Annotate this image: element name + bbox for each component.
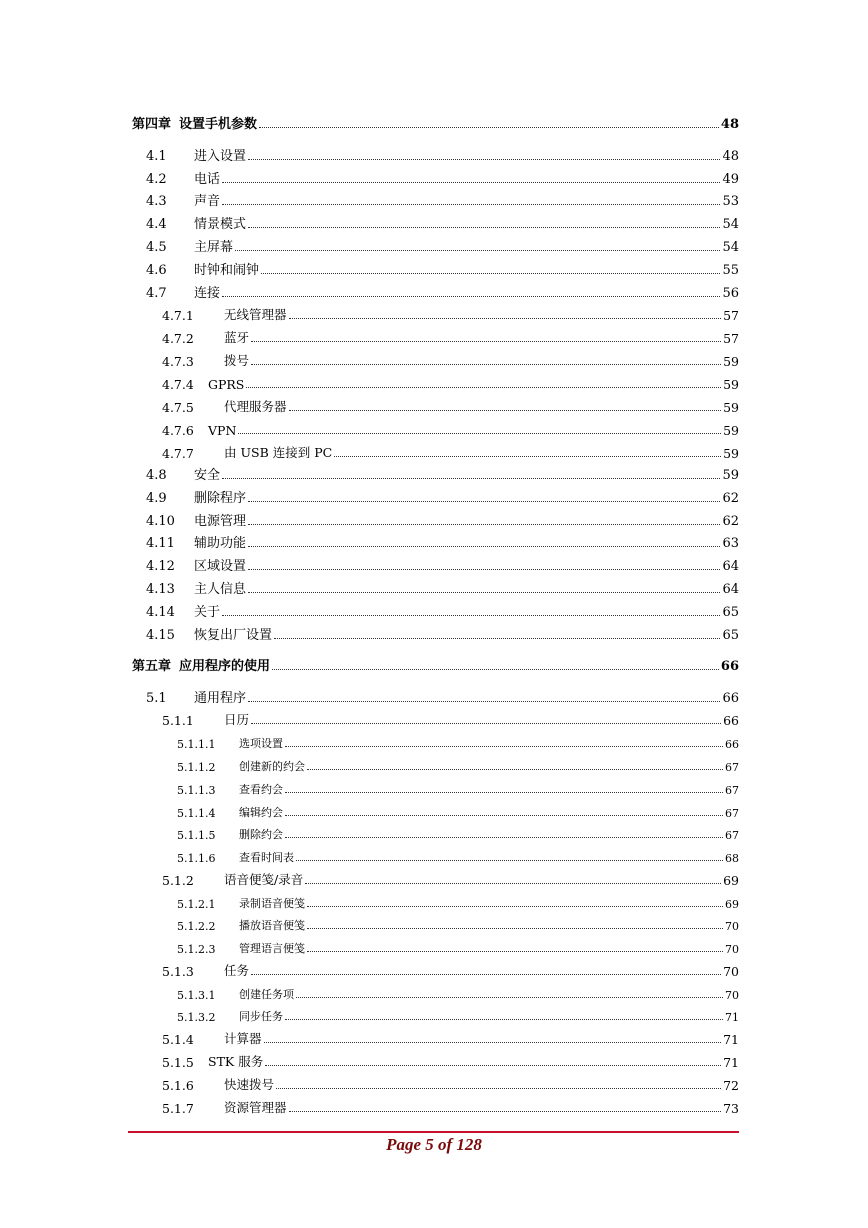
toc-entry-title: 创建任务项: [239, 988, 294, 1001]
toc-entry-title: 任务: [224, 963, 250, 978]
toc-entry-page: 66: [720, 659, 739, 674]
toc-entry[interactable]: [132, 189, 739, 209]
toc-entry-title: VPN: [208, 423, 237, 438]
toc-entry-number: 第五章: [132, 659, 172, 674]
toc-entry-title: 快速拨号: [224, 1077, 275, 1092]
dot-leader: [222, 615, 720, 616]
toc-entry[interactable]: [132, 303, 739, 323]
toc-entry-number: 4.7.1: [162, 308, 194, 323]
dot-leader: [296, 860, 723, 861]
toc-entry-number: 5.1.1.6: [177, 852, 216, 865]
toc-entry-page: 70: [725, 989, 739, 1002]
dot-leader: [248, 701, 720, 702]
toc-entry-page: 69: [725, 898, 739, 911]
dot-leader: [285, 792, 723, 793]
toc-entry[interactable]: [132, 731, 739, 751]
toc-entry-title: 辅助功能: [194, 536, 247, 551]
toc-entry-number: 5.1.1.3: [177, 784, 216, 797]
toc-entry-title: 选项设置: [239, 737, 283, 750]
toc-entry-title: 恢复出厂设置: [194, 628, 273, 643]
toc-entry-page: 72: [723, 1078, 739, 1093]
toc-entry-number: 5.1.1.5: [177, 829, 216, 842]
dot-leader: [274, 638, 720, 639]
toc-entry-page: 62: [722, 514, 739, 529]
toc-entry-title: 语音便笺/录音: [224, 872, 304, 887]
dot-leader: [264, 1042, 722, 1043]
dot-leader: [248, 227, 720, 228]
toc-entry-page: 48: [722, 149, 739, 164]
toc-entry-page: 59: [723, 400, 739, 415]
dot-leader: [248, 524, 720, 525]
toc-entry-number: 5.1.1.2: [177, 761, 216, 774]
toc-entry-number: 5.1.3: [162, 964, 194, 979]
toc-entry[interactable]: [132, 600, 739, 620]
toc-entry-page: 70: [725, 943, 739, 956]
dot-leader: [248, 569, 720, 570]
dot-leader: [251, 974, 721, 975]
toc-entry-number: 5.1.1.4: [177, 807, 216, 820]
toc-entry-number: 5.1.7: [162, 1101, 194, 1116]
toc-entry-page: 66: [722, 691, 739, 706]
dot-leader: [248, 501, 720, 502]
toc-entry-number: 5.1.3.2: [177, 1011, 216, 1024]
toc-entry-title: 日历: [224, 712, 250, 727]
toc-entry[interactable]: [132, 936, 739, 956]
toc-entry[interactable]: [132, 463, 739, 483]
dot-leader: [251, 364, 721, 365]
toc-entry-number: 4.9: [146, 491, 167, 506]
dot-leader: [272, 669, 719, 670]
toc-entry-page: 62: [722, 491, 739, 506]
toc-entry-title: 蓝牙: [224, 330, 250, 345]
toc-entry-number: 4.10: [146, 514, 175, 529]
toc-entry-number: 4.7.4: [162, 377, 194, 392]
toc-entry-title: 查看约会: [239, 783, 283, 796]
toc-entry-page: 64: [722, 559, 739, 574]
toc-entry[interactable]: [132, 777, 739, 797]
toc-entry-title: 删除程序: [194, 491, 247, 506]
dot-leader: [307, 928, 723, 929]
toc-entry-number: 5.1.1.1: [177, 738, 216, 751]
footer-divider: [128, 1131, 739, 1133]
toc-entry-title: 主屏幕: [194, 240, 234, 255]
toc-entry-number: 4.11: [146, 536, 175, 551]
toc-entry[interactable]: [132, 708, 739, 728]
toc-entry-page: 48: [720, 117, 739, 132]
dot-leader: [305, 883, 721, 884]
toc-entry[interactable]: [132, 554, 739, 574]
toc-entry-title: 情景模式: [194, 217, 247, 232]
toc-entry[interactable]: [132, 982, 739, 1002]
toc-entry-number: 第四章: [132, 117, 172, 132]
toc-entry-title: 创建新的约会: [239, 760, 305, 773]
toc-entry-page: 71: [723, 1032, 739, 1047]
toc-entry-page: 71: [723, 1055, 739, 1070]
dot-leader: [248, 546, 720, 547]
toc-entry-number: 4.14: [146, 605, 175, 620]
toc-entry-title: 安全: [194, 468, 221, 483]
toc-entry[interactable]: [132, 913, 739, 933]
toc-entry-number: 5.1.5: [162, 1055, 194, 1070]
toc-entry-number: 4.1: [146, 149, 167, 164]
dot-leader: [222, 478, 720, 479]
toc-entry-page: 53: [722, 194, 739, 209]
toc-entry[interactable]: [132, 1004, 739, 1024]
toc-entry-page: 56: [722, 286, 739, 301]
toc-entry-number: 4.7.7: [162, 446, 194, 461]
toc-entry[interactable]: [132, 281, 739, 301]
toc-entry[interactable]: [132, 845, 739, 865]
toc-entry-page: 67: [725, 829, 739, 842]
toc-entry-page: 71: [725, 1011, 739, 1024]
dot-leader: [276, 1088, 721, 1089]
toc-entry-page: 55: [722, 263, 739, 278]
toc-entry-number: 4.5: [146, 240, 167, 255]
toc-entry-number: 5.1.2: [162, 873, 194, 888]
toc-entry-title: STK 服务: [208, 1054, 264, 1069]
toc-entry[interactable]: [132, 486, 739, 506]
toc-entry-page: 59: [723, 354, 739, 369]
toc-entry[interactable]: [132, 395, 739, 415]
dot-leader: [238, 433, 721, 434]
dot-leader: [285, 837, 723, 838]
toc-entry[interactable]: [132, 623, 739, 643]
toc-entry[interactable]: [132, 372, 739, 392]
toc-entry-page: 59: [723, 446, 739, 461]
toc-entry-title: 编辑约会: [239, 806, 283, 819]
toc-chapter-entry[interactable]: [132, 112, 739, 132]
toc-entry-title: 由 USB 连接到 PC: [224, 445, 333, 460]
toc-entry-number: 4.7.5: [162, 400, 194, 415]
toc-entry-number: 5.1.2.1: [177, 898, 216, 911]
toc-entry-number: 5.1: [146, 691, 167, 706]
toc-entry-title: 主人信息: [194, 582, 247, 597]
toc-entry-title: 拨号: [224, 353, 250, 368]
toc-entry[interactable]: [132, 868, 739, 888]
toc-entry-page: 59: [722, 468, 739, 483]
toc-entry-page: 57: [723, 331, 739, 346]
toc-entry[interactable]: [132, 349, 739, 369]
toc-entry[interactable]: [132, 800, 739, 820]
toc-entry-page: 49: [722, 172, 739, 187]
toc-entry-number: 4.7: [146, 286, 167, 301]
dot-leader: [248, 592, 720, 593]
toc-entry-number: 5.1.1: [162, 713, 194, 728]
dot-leader: [251, 341, 721, 342]
toc-entry-number: 4.13: [146, 582, 175, 597]
dot-leader: [259, 127, 719, 128]
toc-entry-title: 资源管理器: [224, 1100, 287, 1115]
toc-entry[interactable]: [132, 1027, 739, 1047]
toc-entry-title: 电话: [194, 172, 221, 187]
toc-entry-number: 4.7.3: [162, 354, 194, 369]
dot-leader: [307, 951, 723, 952]
toc-entry[interactable]: [132, 167, 739, 187]
toc-entry[interactable]: [132, 212, 739, 232]
toc-entry-number: 4.6: [146, 263, 167, 278]
toc-entry-number: 4.3: [146, 194, 167, 209]
toc-entry-title: 区域设置: [194, 559, 247, 574]
toc-entry-page: 65: [722, 628, 739, 643]
dot-leader: [307, 906, 723, 907]
toc-entry-number: 5.1.3.1: [177, 989, 216, 1002]
dot-leader: [265, 1065, 721, 1066]
toc-entry-page: 67: [725, 784, 739, 797]
toc-entry-number: 5.1.6: [162, 1078, 194, 1093]
toc-chapter-entry[interactable]: [132, 654, 739, 674]
toc-entry-page: 54: [722, 240, 739, 255]
toc-entry-number: 4.7.6: [162, 423, 194, 438]
dot-leader: [235, 250, 720, 251]
dot-leader: [289, 318, 722, 319]
dot-leader: [222, 296, 720, 297]
toc-entry-page: 64: [722, 582, 739, 597]
toc-entry-title: 设置手机参数: [179, 117, 258, 132]
toc-entry-page: 70: [723, 964, 739, 979]
toc-entry[interactable]: [132, 1096, 739, 1116]
toc-entry-page: 73: [723, 1101, 739, 1116]
dot-leader: [222, 182, 720, 183]
toc-entry-page: 57: [723, 308, 739, 323]
toc-entry-page: 59: [723, 423, 739, 438]
toc-entry-page: 54: [722, 217, 739, 232]
toc-entry[interactable]: [132, 418, 739, 438]
dot-leader: [246, 387, 721, 388]
toc-entry-page: 67: [725, 761, 739, 774]
toc-entry-number: 4.2: [146, 172, 167, 187]
dot-leader: [289, 1111, 722, 1112]
toc-entry-number: 5.1.2.2: [177, 920, 216, 933]
toc-entry[interactable]: [132, 235, 739, 255]
toc-entry[interactable]: [132, 754, 739, 774]
toc-entry-page: 65: [722, 605, 739, 620]
toc-entry-number: 4.12: [146, 559, 175, 574]
toc-entry[interactable]: [132, 822, 739, 842]
toc-entry[interactable]: [132, 577, 739, 597]
toc-entry-title: 连接: [194, 286, 221, 301]
toc-entry[interactable]: [132, 531, 739, 551]
dot-leader: [261, 273, 720, 274]
toc-entry[interactable]: [132, 1073, 739, 1093]
toc-entry-page: 63: [722, 536, 739, 551]
toc-entry-number: 5.1.2.3: [177, 943, 216, 956]
toc-entry-title: 计算器: [224, 1031, 262, 1046]
page-footer: Page 5 of 128: [386, 1135, 482, 1154]
toc-entry-page: 59: [723, 377, 739, 392]
toc-entry-title: 管理语言便笺: [239, 942, 305, 955]
toc-entry-page: 66: [723, 713, 739, 728]
toc-entry-page: 70: [725, 920, 739, 933]
toc-entry[interactable]: [132, 326, 739, 346]
toc-entry[interactable]: [132, 509, 739, 529]
toc-entry-title: GPRS: [208, 377, 245, 392]
toc-entry-page: 67: [725, 807, 739, 820]
toc-entry-title: 通用程序: [194, 691, 247, 706]
dot-leader: [285, 746, 723, 747]
toc-entry-title: 应用程序的使用: [179, 659, 271, 674]
toc-entry-number: 4.15: [146, 628, 175, 643]
toc-entry-title: 无线管理器: [224, 307, 287, 322]
toc-entry-title: 声音: [194, 194, 221, 209]
toc-entry[interactable]: [132, 891, 739, 911]
toc-entry-number: 5.1.4: [162, 1032, 194, 1047]
toc-entry-number: 4.7.2: [162, 331, 194, 346]
toc-entry-title: 同步任务: [239, 1010, 283, 1023]
toc-entry-title: 播放语音便笺: [239, 919, 305, 932]
dot-leader: [251, 723, 721, 724]
toc-entry-title: 删除约会: [239, 828, 283, 841]
dot-leader: [285, 815, 723, 816]
toc-entry-number: 4.4: [146, 217, 167, 232]
toc-entry-title: 录制语音便笺: [239, 897, 305, 910]
dot-leader: [248, 159, 720, 160]
dot-leader: [307, 769, 723, 770]
toc-entry-title: 电源管理: [194, 514, 247, 529]
toc-entry[interactable]: [132, 1050, 739, 1070]
dot-leader: [296, 997, 723, 998]
dot-leader: [289, 410, 722, 411]
toc-entry-number: 4.8: [146, 468, 167, 483]
toc-entry-title: 查看时间表: [239, 851, 294, 864]
toc-entry-page: 66: [725, 738, 739, 751]
dot-leader: [334, 456, 721, 457]
toc-entry[interactable]: [132, 441, 739, 461]
toc-entry-title: 进入设置: [194, 149, 247, 164]
toc-entry[interactable]: [132, 959, 739, 979]
toc-entry-title: 时钟和闹钟: [194, 263, 260, 278]
toc-entry[interactable]: [132, 258, 739, 278]
dot-leader: [285, 1019, 723, 1020]
toc-entry-title: 关于: [194, 605, 221, 620]
dot-leader: [222, 204, 720, 205]
toc-entry[interactable]: [132, 144, 739, 164]
toc-entry-page: 68: [725, 852, 739, 865]
toc-entry-title: 代理服务器: [224, 399, 287, 414]
toc-entry[interactable]: [132, 686, 739, 706]
toc-entry-page: 69: [723, 873, 739, 888]
